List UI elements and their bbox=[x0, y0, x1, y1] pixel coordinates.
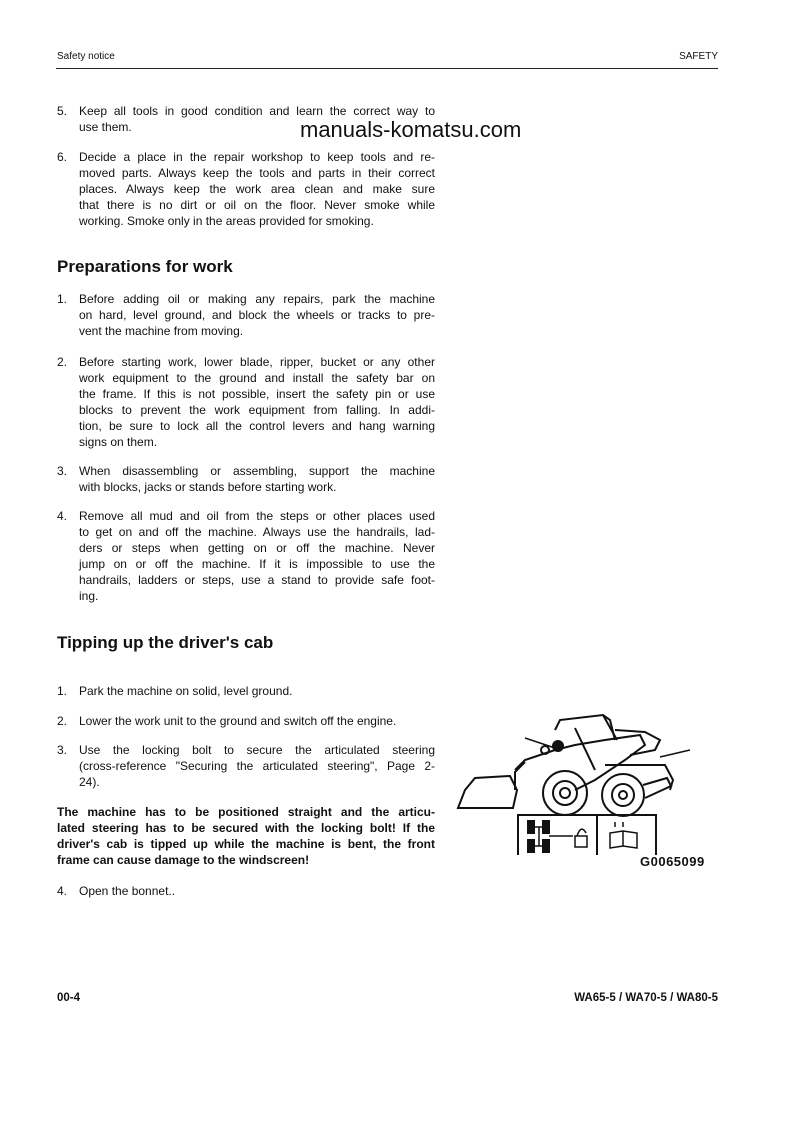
text-line: Before starting work, lower blade, ripper, bucket or any other bbox=[79, 355, 435, 369]
list-item bbox=[57, 103, 435, 135]
figure-code: G0065099 bbox=[640, 854, 705, 869]
item-text bbox=[79, 149, 435, 229]
text-line: that there is no dirt or oil on the floor. Never smoke while bbox=[79, 198, 435, 212]
item-text bbox=[79, 683, 435, 699]
item-text bbox=[79, 713, 435, 729]
text-line: The machine has to be positioned straight and the articu- bbox=[57, 805, 435, 819]
text-line: with blocks, jacks or stands before starting work. bbox=[79, 480, 337, 494]
item-text bbox=[79, 354, 435, 450]
item-text bbox=[79, 291, 435, 339]
item-number: 3. bbox=[57, 464, 68, 478]
warning-paragraph bbox=[57, 804, 435, 868]
text-line: Use the locking bolt to secure the articulated steering bbox=[79, 743, 435, 757]
instruction-label bbox=[518, 815, 656, 855]
page-number: 00-4 bbox=[57, 992, 81, 1004]
list-item bbox=[57, 508, 435, 604]
text-line: Park the machine on solid, level ground. bbox=[79, 684, 293, 698]
text-line: to get on and off the machine. Always use the handrails, lad- bbox=[79, 525, 435, 539]
item-number: 1. bbox=[57, 292, 68, 306]
text-line: Remove all mud and oil from the steps or other places used bbox=[79, 509, 435, 523]
text-line: Keep all tools in good condition and learn the correct way to bbox=[79, 104, 435, 118]
text-line: working. Smoke only in the areas provided for smoking. bbox=[79, 214, 374, 228]
text-line: frame can cause damage to the windscreen! bbox=[57, 853, 310, 867]
text-line: Decide a place in the repair workshop to keep tools and re- bbox=[79, 150, 435, 164]
list-item bbox=[57, 683, 435, 699]
text-line: ing. bbox=[79, 589, 99, 603]
list-item bbox=[57, 713, 435, 729]
item-number: 5. bbox=[57, 104, 68, 118]
text-line: Lower the work unit to the ground and switch off the engine. bbox=[79, 714, 397, 728]
text-line: lated steering has to be secured with the locking bolt! If the bbox=[57, 821, 435, 835]
text-line: vent the machine from moving. bbox=[79, 324, 244, 338]
item-text bbox=[57, 804, 435, 868]
text-line: ders or steps when getting on or off the machine. Never bbox=[79, 541, 435, 555]
text-line: (cross-reference "Securing the articulated steering", Page 2- bbox=[79, 759, 435, 773]
text-line: the frame. If this is not possible, insert the safety pin or use bbox=[79, 387, 435, 401]
item-number: 3. bbox=[57, 743, 68, 757]
text-line: blocks to prevent the work equipment from falling. In addi- bbox=[79, 403, 435, 417]
header-section-title: Safety notice bbox=[57, 51, 115, 62]
list-item bbox=[57, 291, 435, 339]
list-item bbox=[57, 742, 435, 790]
section-heading-tipping-cab: Tipping up the driver's cab bbox=[57, 633, 274, 652]
text-line: work equipment to the ground and install the safety bar on bbox=[79, 371, 435, 385]
list-item bbox=[57, 149, 435, 229]
section-heading-preparations: Preparations for work bbox=[57, 257, 233, 276]
text-line: on hard, level ground, and block the wheels or tracks to pre- bbox=[79, 308, 435, 322]
list-item bbox=[57, 883, 435, 899]
item-text bbox=[79, 103, 435, 135]
text-line: signs on them. bbox=[79, 435, 158, 449]
model-designation: WA65-5 / WA70-5 / WA80-5 bbox=[574, 992, 718, 1004]
header-rule bbox=[56, 68, 718, 69]
item-number: 1. bbox=[57, 684, 68, 698]
item-number: 6. bbox=[57, 150, 68, 164]
item-number: 2. bbox=[57, 355, 68, 369]
text-line: Open the bonnet.. bbox=[79, 884, 176, 898]
text-line: When disassembling or assembling, support the machine bbox=[79, 464, 435, 478]
header-chapter-title: SAFETY bbox=[679, 51, 718, 62]
text-line: driver's cab is tipped up while the machine is bent, the front bbox=[57, 837, 435, 851]
text-line: 24). bbox=[79, 775, 100, 789]
wheel-loader-drawing bbox=[458, 715, 690, 816]
item-number: 2. bbox=[57, 714, 68, 728]
text-line: moved parts. Always keep the tools and parts in their correct bbox=[79, 166, 435, 180]
item-text bbox=[79, 463, 435, 495]
watermark: manuals-komatsu.com bbox=[300, 117, 522, 142]
item-text bbox=[79, 883, 435, 899]
item-number: 4. bbox=[57, 509, 68, 523]
text-line: handrails, ladders or steps, use a stand to provide safe foot- bbox=[79, 573, 435, 587]
wheel-loader-illustration bbox=[455, 690, 725, 855]
text-line: jump on or off the machine. If it is impossible to use the bbox=[79, 557, 435, 571]
item-number: 4. bbox=[57, 884, 68, 898]
item-text bbox=[79, 742, 435, 790]
text-line: tion, be sure to lock all the control levers and hang warning bbox=[79, 419, 435, 433]
list-item bbox=[57, 354, 435, 450]
item-text bbox=[79, 508, 435, 604]
text-line: Before adding oil or making any repairs, park the machine bbox=[79, 292, 435, 306]
list-item bbox=[57, 463, 435, 495]
text-line: places. Always keep the work area clean and make sure bbox=[79, 182, 435, 196]
text-line: use them. bbox=[79, 120, 132, 134]
